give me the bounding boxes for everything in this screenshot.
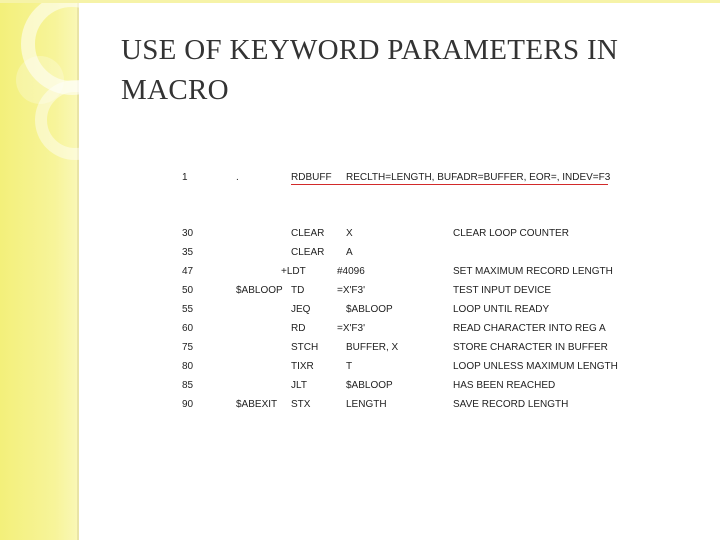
comment: READ CHARACTER INTO REG A: [453, 323, 606, 334]
comment: CLEAR LOOP COUNTER: [453, 228, 569, 239]
operand: #4096: [337, 266, 365, 277]
macro-name: RDBUFF: [291, 172, 332, 183]
comment: LOOP UNLESS MAXIMUM LENGTH: [453, 361, 618, 372]
code-row: [0, 398, 720, 412]
code-row: [0, 322, 720, 336]
opcode: TD: [291, 285, 305, 296]
line-label: $ABEXIT: [236, 399, 278, 410]
comment: STORE CHARACTER IN BUFFER: [453, 342, 608, 353]
operand: $ABLOOP: [346, 304, 393, 315]
code-row: [0, 227, 720, 241]
opcode: STCH: [291, 342, 319, 353]
operand: T: [346, 361, 353, 372]
code-row: [0, 341, 720, 355]
code-row: [0, 360, 720, 374]
code-row: [0, 284, 720, 298]
line-label: $ABLOOP: [236, 285, 283, 296]
macro-parameters: RECLTH=LENGTH, BUFADR=BUFFER, EOR=, INDEV=F3: [346, 172, 611, 183]
line-number: 1: [182, 172, 188, 183]
line-number: 90: [182, 399, 194, 410]
opcode: CLEAR: [291, 228, 325, 239]
line-number: 85: [182, 380, 194, 391]
operand: =X'F3': [337, 323, 365, 334]
line-number: 50: [182, 285, 194, 296]
opcode: RD: [291, 323, 306, 334]
opcode: +LDT: [281, 266, 306, 277]
operand: LENGTH: [346, 399, 387, 410]
line-number: 30: [182, 228, 194, 239]
comment: LOOP UNTIL READY: [453, 304, 550, 315]
operand: X: [346, 228, 353, 239]
comment: TEST INPUT DEVICE: [453, 285, 551, 296]
line-number: 75: [182, 342, 194, 353]
comment: SET MAXIMUM RECORD LENGTH: [453, 266, 613, 277]
line-number: 35: [182, 247, 194, 258]
line-number: 47: [182, 266, 194, 277]
code-row: [0, 303, 720, 317]
opcode: STX: [291, 399, 311, 410]
operand: =X'F3': [337, 285, 365, 296]
code-header-row: [0, 171, 720, 185]
operand: A: [346, 247, 353, 258]
code-row: [0, 265, 720, 279]
opcode: JLT: [291, 380, 307, 391]
operand: $ABLOOP: [346, 380, 393, 391]
code-row: [0, 246, 720, 260]
comment: SAVE RECORD LENGTH: [453, 399, 569, 410]
comment: HAS BEEN REACHED: [453, 380, 556, 391]
operand: BUFFER, X: [346, 342, 399, 353]
highlight-underline: [291, 184, 608, 185]
line-number: 60: [182, 323, 194, 334]
code-row: [0, 379, 720, 393]
opcode: TIXR: [291, 361, 314, 372]
line-number: 80: [182, 361, 194, 372]
line-label: .: [236, 172, 239, 183]
line-number: 55: [182, 304, 194, 315]
opcode: JEQ: [291, 304, 311, 315]
slide-title: USE OF KEYWORD PARAMETERS IN MACRO: [121, 34, 619, 106]
opcode: CLEAR: [291, 247, 325, 258]
